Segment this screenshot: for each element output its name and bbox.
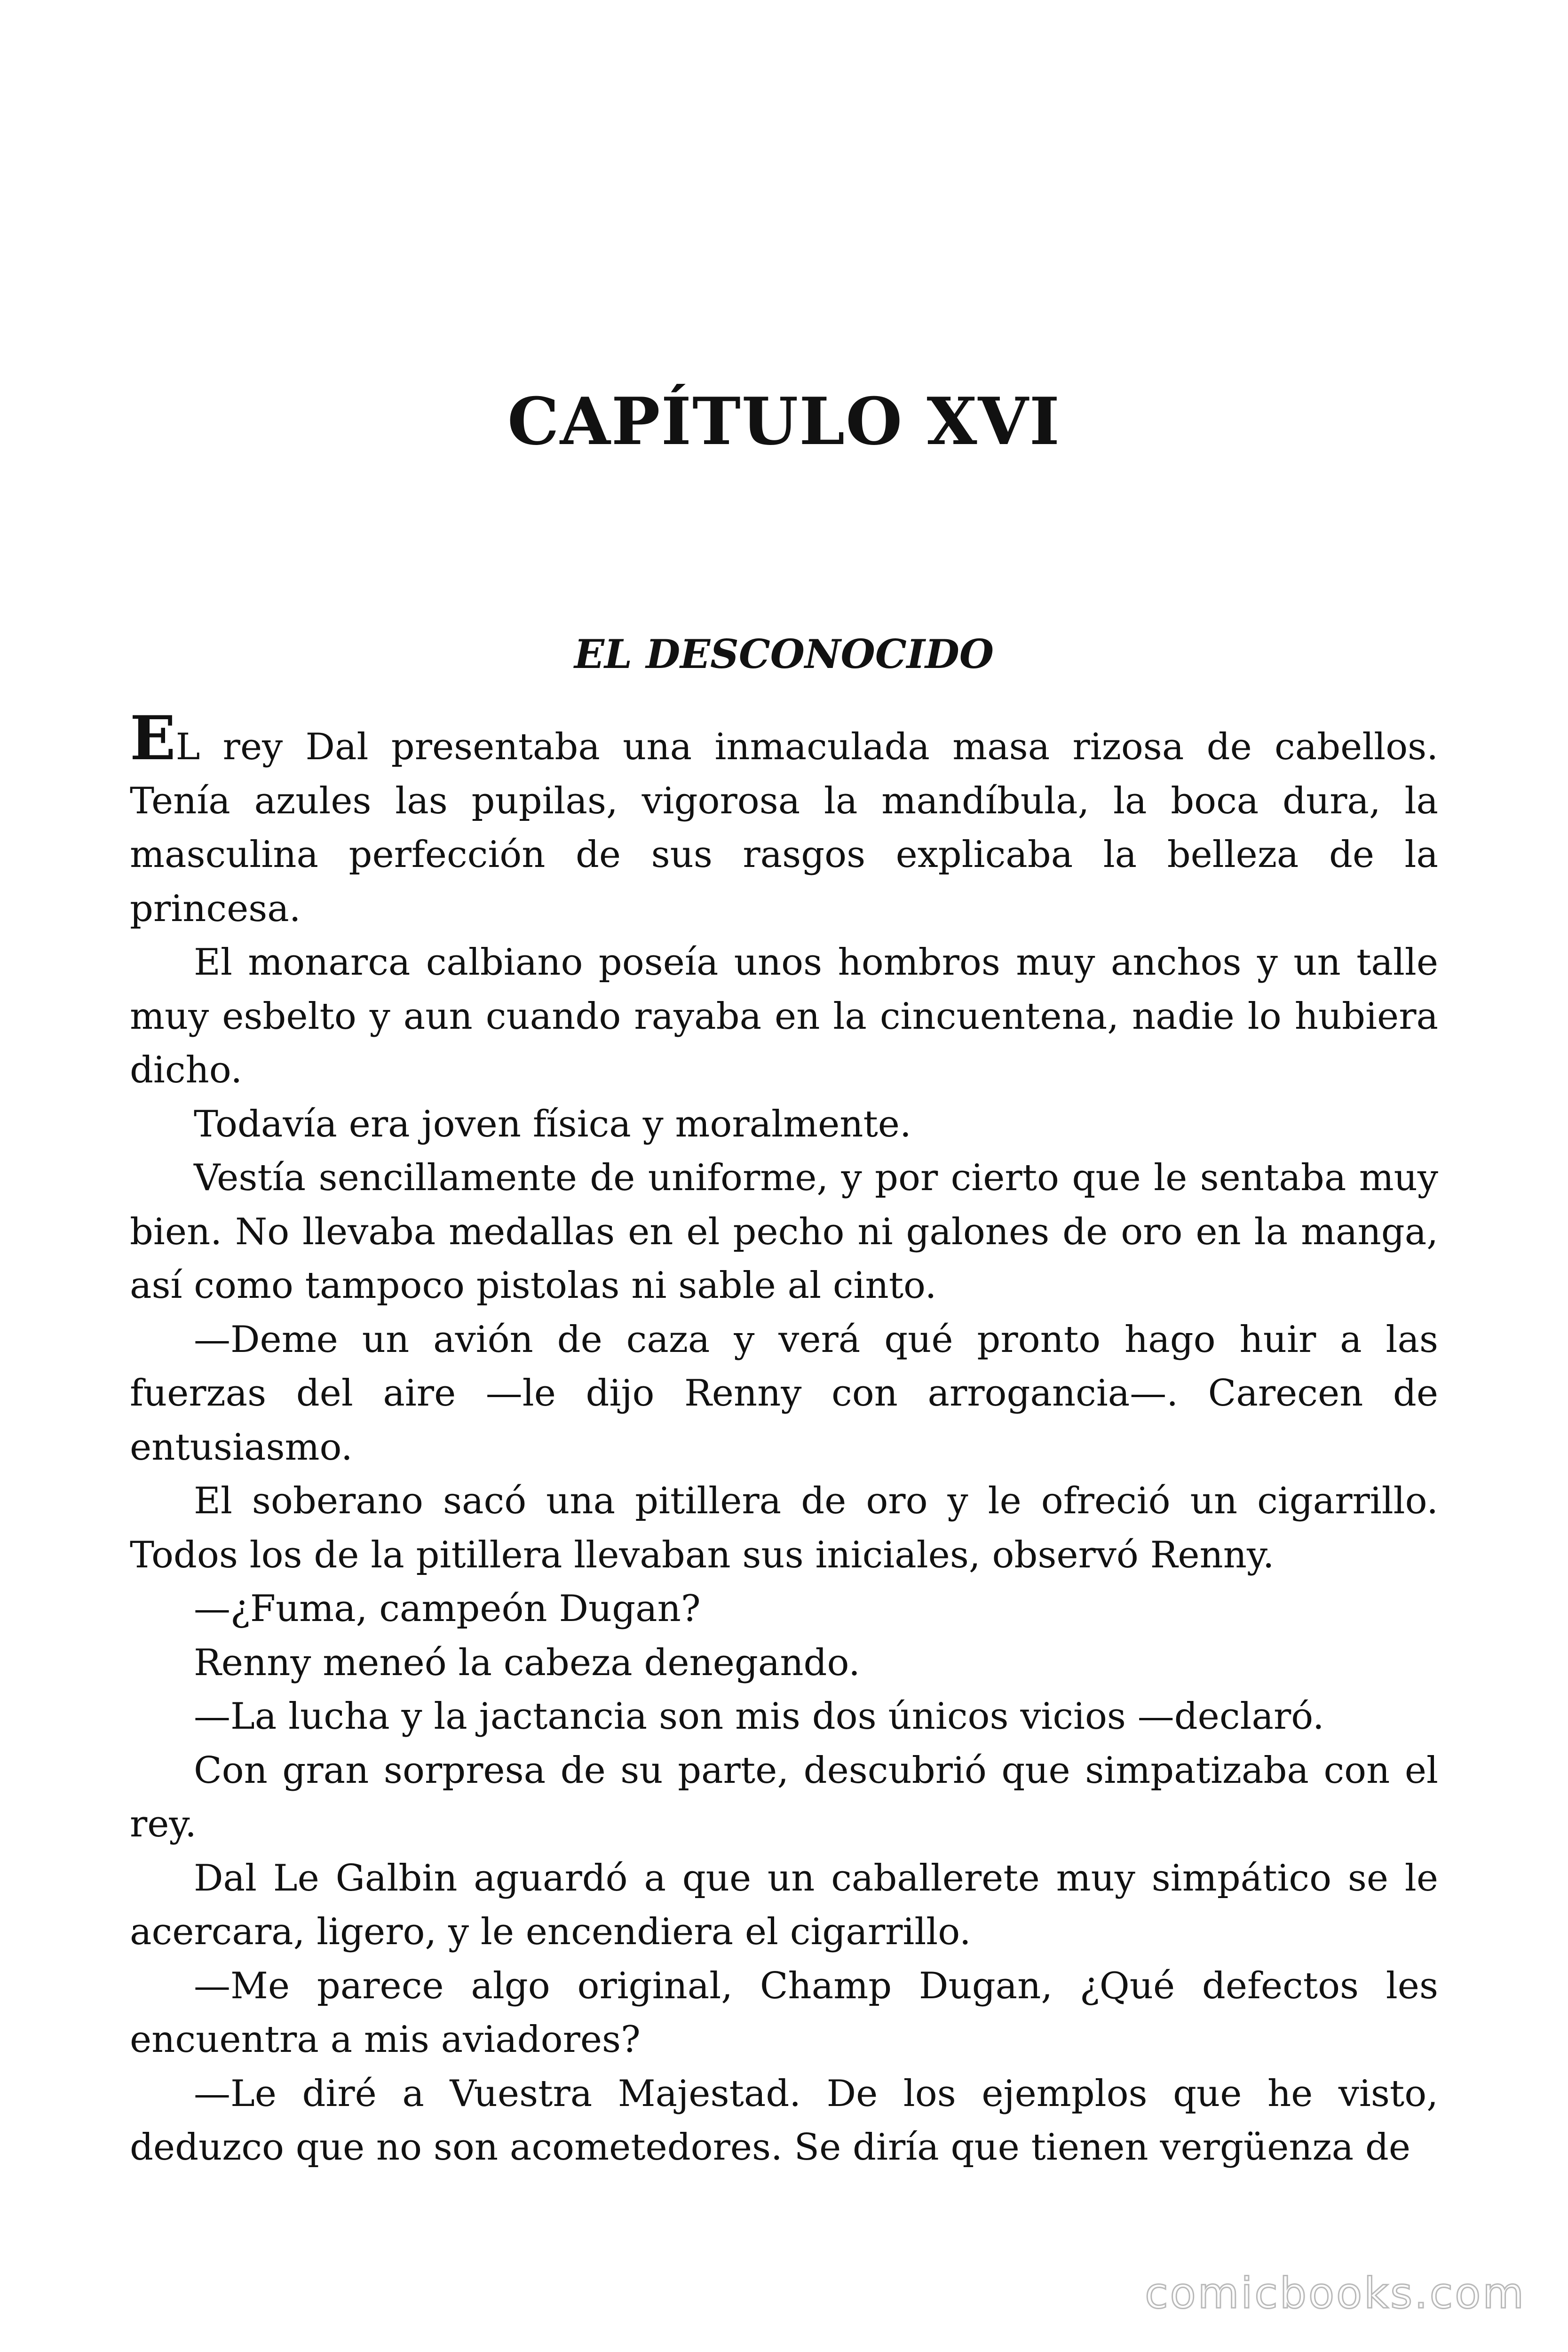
paragraph: Dal Le Galbin aguardó a que un caballerete muy simpático se le acercara, ligero, y le encendiera el cigarrillo. <box>130 1857 1438 1953</box>
paragraph: Vestía sencillamente de uniforme, y por cierto que le sentaba muy bien. No llevaba medallas en el pecho ni galones de oro en la manga, así como tampoco pistolas ni sable al cinto. <box>130 1157 1438 1307</box>
paragraph: Todavía era joven física y moralmente. <box>194 1103 911 1145</box>
paragraph: —Me parece algo original, Champ Dugan, ¿Qué defectos les encuentra a mis aviadores? <box>130 1964 1438 2061</box>
paragraph: Con gran sorpresa de su parte, descubrió que simpatizaba con el rey. <box>130 1749 1438 1845</box>
small-cap: L <box>175 726 200 768</box>
paragraph-1 <box>130 703 1438 936</box>
drop-cap: E <box>130 703 176 774</box>
paragraph: El monarca calbiano poseía unos hombros muy anchos y un talle muy esbelto y aun cuando rayaba en la cincuentena, nadie lo hubiera dicho. <box>130 941 1438 1091</box>
watermark: comicbooks.com <box>1145 2269 1526 2318</box>
chapter-subtitle: EL DESCONOCIDO <box>574 631 994 677</box>
chapter-title: CAPÍTULO XVI <box>507 383 1061 460</box>
body-text <box>130 703 1438 2175</box>
paragraph: Renny meneó la cabeza denegando. <box>194 1641 860 1684</box>
paragraph: —Deme un avión de caza y verá qué pronto hago huir a las fuerzas del aire —le dijo Renny con arrogancia—. Carecen de entusiasmo. <box>130 1318 1438 1469</box>
paragraph: —La lucha y la jactancia son mis dos únicos vicios —declaró. <box>194 1695 1324 1738</box>
paragraph-1-text: rey Dal presentaba una inmaculada masa rizosa de cabellos. Tenía azules las pupilas, vigorosa la mandíbula, la boca dura, la masculina perfección de sus rasgos explicaba la belleza de la princesa. <box>130 726 1438 930</box>
paragraph: —¿Fuma, campeón Dugan? <box>194 1588 701 1630</box>
paragraph: El soberano sacó una pitillera de oro y le ofreció un cigarrillo. Todos los de la pitillera llevaban sus iniciales, observó Renny. <box>130 1480 1438 1576</box>
paragraph: —Le diré a Vuestra Majestad. De los ejemplos que he visto, deduzco que no son acometedores. Se diría que tienen vergüenza de <box>130 2072 1438 2169</box>
